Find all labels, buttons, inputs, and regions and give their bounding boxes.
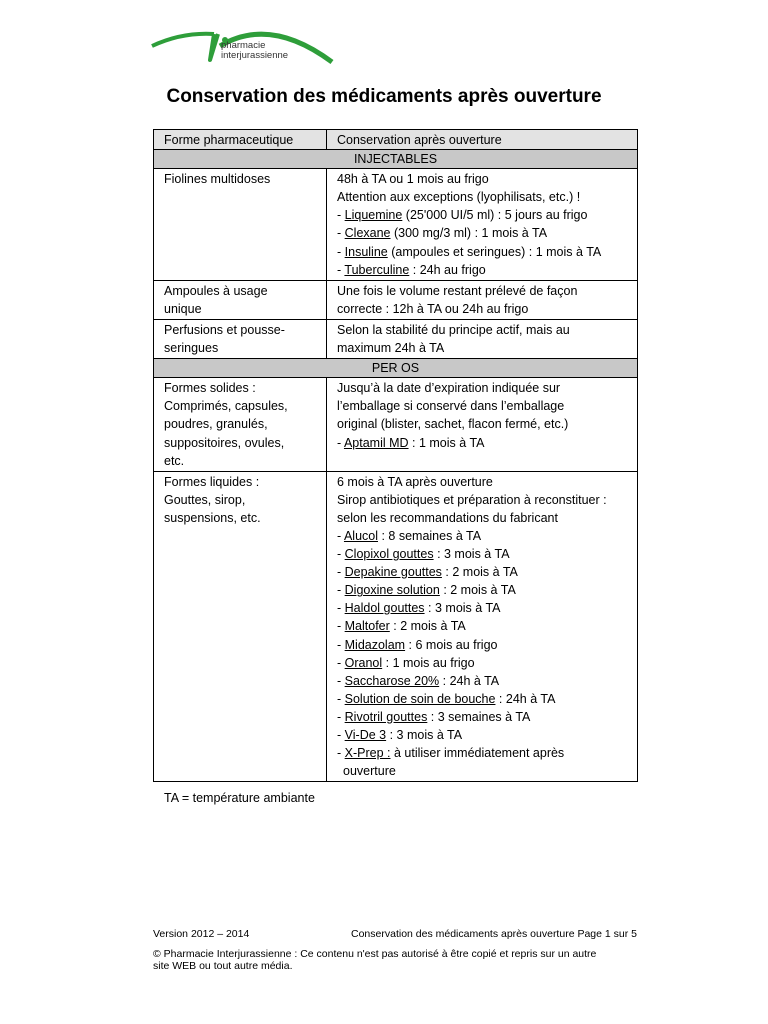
conservation-line: 6 mois à TA après ouverture <box>337 474 493 489</box>
logo-text <box>221 41 288 61</box>
line-detail: à utiliser immédiatement après <box>390 746 565 761</box>
drug-name: Clopixol gouttes <box>344 547 434 562</box>
conservation-line <box>337 434 633 452</box>
line-prefix: - <box>337 691 345 706</box>
line-detail: : 3 semaines à TA <box>427 709 531 724</box>
conservation-line <box>337 726 633 744</box>
footer-version: Version 2012 – 2014 <box>153 928 250 940</box>
conservation-cell <box>327 319 638 358</box>
line-detail: : 3 mois à TA <box>424 601 501 616</box>
table-header-cell: Forme pharmaceutique <box>154 130 327 150</box>
form-line: Perfusions et pousse- <box>164 322 285 337</box>
line-prefix: - <box>337 528 344 543</box>
line-prefix: - <box>337 673 345 688</box>
conservation-line: 48h à TA ou 1 mois au frigo <box>337 172 489 187</box>
conservation-line <box>337 563 633 581</box>
conservation-line: Sirop antibiotiques et préparation à reconstituer : <box>337 492 607 507</box>
table-row <box>154 280 638 319</box>
form-line: Formes solides : <box>164 381 256 396</box>
conservation-line <box>337 708 633 726</box>
form-cell <box>154 378 327 471</box>
conservation-line: selon les recommandations du fabricant <box>337 510 558 525</box>
table-row <box>154 169 638 281</box>
drug-name: Aptamil MD <box>343 435 409 450</box>
conservation-line <box>337 243 633 261</box>
form-line: etc. <box>164 453 185 468</box>
conservation-cell <box>327 169 638 281</box>
conservation-line: Selon la stabilité du principe actif, mais au <box>337 322 570 337</box>
table-row <box>154 471 638 782</box>
section-row <box>154 359 638 378</box>
section-title: INJECTABLES <box>154 150 638 169</box>
line-detail: : 1 mois au frigo <box>382 655 475 670</box>
conservation-line: original (blister, sachet, flacon fermé, etc.) <box>337 417 569 432</box>
drug-name: Insuline <box>344 244 388 259</box>
line-detail: (300 mg/3 ml) : 1 mois à TA <box>390 226 548 241</box>
line-prefix: - <box>337 226 345 241</box>
line-detail: : 24h au frigo <box>409 262 486 277</box>
drug-name: Saccharose 20% <box>344 673 440 688</box>
table-row <box>154 378 638 471</box>
line-prefix: - <box>337 619 345 634</box>
drug-name: Maltofer <box>344 619 390 634</box>
drug-name: Midazolam <box>344 637 406 652</box>
line-detail: : 6 mois au frigo <box>405 637 498 652</box>
table-header-row <box>154 130 638 150</box>
conservation-line: maximum 24h à TA <box>337 341 445 356</box>
conservation-line <box>337 261 633 279</box>
drug-name: Digoxine solution <box>344 583 440 598</box>
line-detail: (ampoules et seringues) : 1 mois à TA <box>387 244 602 259</box>
logo-line-2: interjurassienne <box>221 50 289 61</box>
line-detail: (25'000 UI/5 ml) : 5 jours au frigo <box>402 208 588 223</box>
line-prefix: - <box>337 244 345 259</box>
copyright-line-1: © Pharmacie Interjurassienne : Ce contenu n'est pas autorisé à être copié et repris sur un autre <box>153 948 597 960</box>
form-line: Fiolines multidoses <box>164 172 271 187</box>
line-detail: : 24h à TA <box>439 673 500 688</box>
conservation-line <box>337 599 633 617</box>
line-detail: : 1 mois à TA <box>408 435 485 450</box>
line-detail: : 2 mois à TA <box>389 619 466 634</box>
section-title: PER OS <box>154 359 638 378</box>
conservation-line <box>337 206 633 224</box>
line-prefix: - <box>337 601 345 616</box>
drug-name: Depakine gouttes <box>344 565 442 580</box>
drug-name: Haldol gouttes <box>344 601 425 616</box>
conservation-cell <box>327 471 638 782</box>
line-prefix: - <box>337 435 344 450</box>
form-line: Comprimés, capsules, <box>164 399 288 414</box>
conservation-line <box>337 617 633 635</box>
footer-doc-title: Conservation des médicaments après ouverture Page 1 sur 5 <box>351 928 637 940</box>
line-detail: : 3 mois à TA <box>433 547 510 562</box>
line-prefix: - <box>337 208 345 223</box>
drug-name: Tuberculine <box>344 262 410 277</box>
drug-name: Rivotril gouttes <box>344 709 428 724</box>
legend: TA = température ambiante <box>164 791 315 805</box>
section-row <box>154 150 638 169</box>
conservation-line: l’emballage si conservé dans l’emballage <box>337 399 565 414</box>
table-header-cell: Conservation après ouverture <box>327 130 638 150</box>
form-cell <box>154 471 327 782</box>
conservation-line: Attention aux exceptions (lyophilisats, etc.) ! <box>337 190 581 205</box>
form-line: suppositoires, ovules, <box>164 435 285 450</box>
line-detail: : 3 mois à TA <box>386 728 463 742</box>
copyright-line-2: site WEB ou tout autre média. <box>153 959 293 972</box>
line-prefix: - <box>337 547 345 562</box>
page-title: Conservation des médicaments après ouverture <box>166 86 602 107</box>
line-prefix: - <box>337 728 345 742</box>
drug-name: Solution de soin de bouche <box>344 691 496 706</box>
form-line: Gouttes, sirop, <box>164 492 246 507</box>
conservation-line: correcte : 12h à TA ou 24h au frigo <box>337 301 529 316</box>
conservation-line: Une fois le volume restant prélevé de façon <box>337 283 578 298</box>
line-prefix: - <box>337 262 345 277</box>
drug-name: X-Prep : <box>344 746 391 761</box>
line-prefix: - <box>337 746 345 761</box>
conservation-line <box>337 672 633 690</box>
line-prefix: - <box>337 637 345 652</box>
table-row <box>154 319 638 358</box>
line-prefix: - <box>337 583 345 598</box>
form-line: seringues <box>164 341 219 356</box>
conservation-line <box>337 581 633 599</box>
conservation-table <box>153 129 638 782</box>
footer-copyright <box>153 949 637 972</box>
line-detail: : 24h à TA <box>495 691 556 706</box>
logo-line-1: pharmacie <box>221 40 266 51</box>
form-cell <box>154 169 327 281</box>
conservation-line <box>337 545 633 563</box>
line-detail: : 8 semaines à TA <box>378 528 482 543</box>
conservation-line: ouverture <box>343 764 396 779</box>
conservation-line <box>337 224 633 242</box>
form-line: Ampoules à usage <box>164 283 268 298</box>
form-line: poudres, granulés, <box>164 417 268 432</box>
conservation-line <box>337 654 633 672</box>
form-line: Formes liquides : <box>164 474 260 489</box>
line-prefix: - <box>337 565 345 580</box>
drug-name: Vi-De 3 <box>344 728 387 742</box>
conservation-line <box>337 527 633 545</box>
drug-name: Liquemine <box>344 208 403 223</box>
line-detail: : 2 mois à TA <box>439 583 516 598</box>
conservation-line <box>337 636 633 654</box>
form-cell <box>154 280 327 319</box>
form-line: suspensions, etc. <box>164 510 261 525</box>
line-prefix: - <box>337 709 345 724</box>
form-cell <box>154 319 327 358</box>
conservation-cell <box>327 378 638 471</box>
drug-name: Alucol <box>343 528 378 543</box>
line-prefix: - <box>337 655 345 670</box>
drug-name: Oranol <box>344 655 383 670</box>
conservation-line <box>337 744 633 762</box>
conservation-cell <box>327 280 638 319</box>
line-detail: : 2 mois à TA <box>441 565 518 580</box>
drug-name: Clexane <box>344 226 391 241</box>
form-line: unique <box>164 301 202 316</box>
conservation-line <box>337 690 633 708</box>
conservation-line: Jusqu’à la date d’expiration indiquée sur <box>337 381 561 396</box>
